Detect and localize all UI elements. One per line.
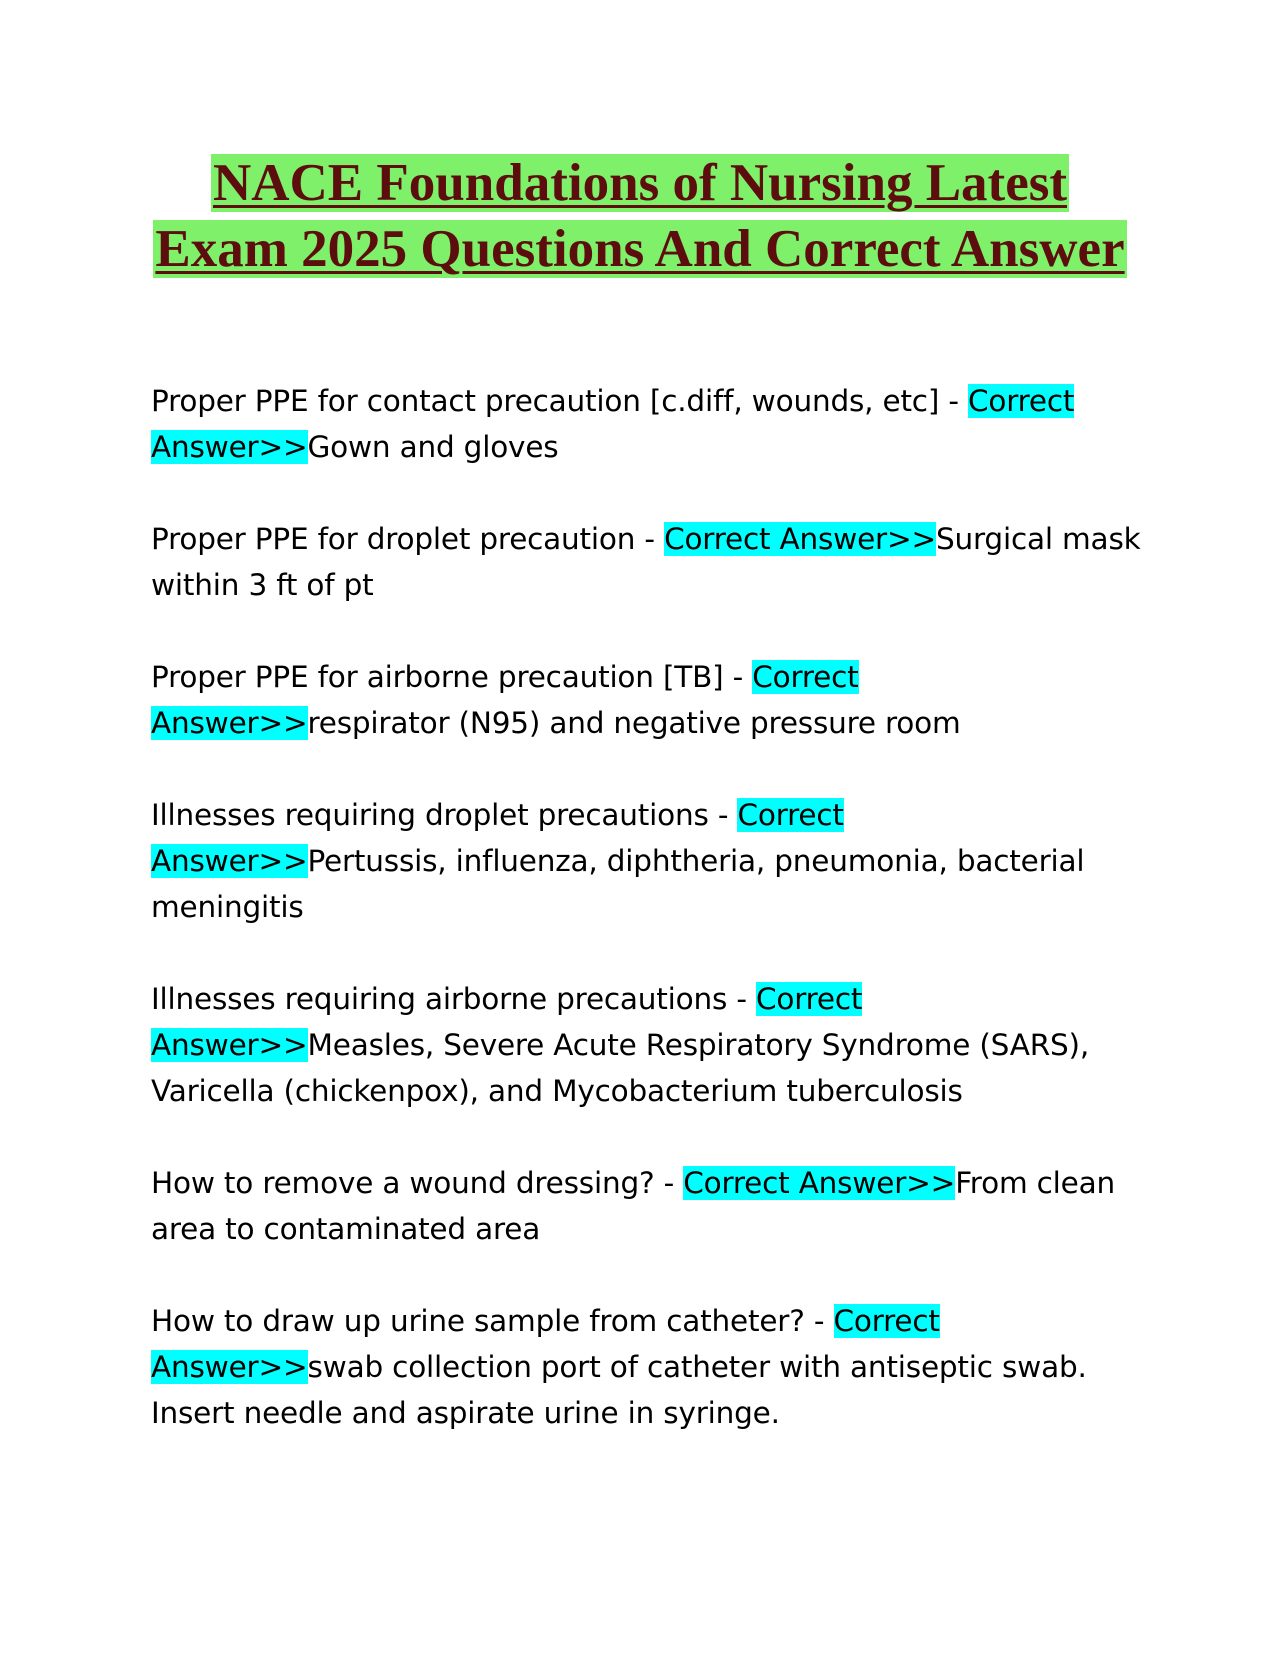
qa-question: Illnesses requiring airborne precautions (151, 982, 728, 1016)
qa-answer: Gown and gloves (307, 430, 559, 464)
qa-separator: - (708, 798, 738, 832)
qa-question: How to remove a wound dressing? (151, 1166, 655, 1200)
qa-item (151, 378, 1141, 470)
qa-question: Illnesses requiring droplet precautions (151, 798, 709, 832)
qa-separator: - (723, 660, 753, 694)
qa-answer: Measles, Severe Acute Respiratory Syndrome (SARS), Varicella (chickenpox), and Mycobacterium tuberculosis (151, 1028, 1090, 1108)
qa-item (151, 1298, 1141, 1436)
correct-answer-label: Correct Answer>> (151, 982, 863, 1062)
correct-answer-label: Correct Answer>> (664, 522, 936, 556)
qa-item (151, 976, 1141, 1114)
correct-answer-label: Correct Answer>> (151, 660, 859, 740)
qa-answer: Surgical mask within 3 ft of pt (151, 522, 1141, 602)
qa-question: Proper PPE for droplet precaution (151, 522, 636, 556)
document-title-text: NACE Foundations of Nursing Latest Exam 2025 Questions And Correct Answer (155, 154, 1125, 278)
qa-item (151, 654, 1141, 746)
qa-list (151, 378, 1141, 1482)
qa-answer: swab collection port of catheter with antiseptic swab. Insert needle and aspirate urine in syringe. (151, 1350, 1087, 1430)
correct-answer-label: Correct Answer>> (683, 1166, 956, 1200)
document-title (150, 150, 1130, 282)
qa-separator: - (939, 384, 968, 418)
qa-question: How to draw up urine sample from catheter? (151, 1304, 805, 1338)
qa-question: Proper PPE for contact precaution [c.diff, wounds, etc] (151, 384, 940, 418)
correct-answer-label: Correct Answer>> (151, 798, 844, 878)
qa-separator: - (727, 982, 756, 1016)
qa-separator: - (654, 1166, 684, 1200)
qa-separator: - (804, 1304, 834, 1338)
correct-answer-label: Correct Answer>> (151, 384, 1075, 464)
qa-item (151, 1160, 1141, 1252)
qa-item (151, 792, 1141, 930)
qa-answer: respirator (N95) and negative pressure room (307, 706, 961, 740)
qa-item (151, 516, 1141, 608)
qa-separator: - (635, 522, 665, 556)
qa-answer: From clean area to contaminated area (151, 1166, 1115, 1246)
correct-answer-label: Correct Answer>> (151, 1304, 940, 1384)
qa-answer: Pertussis, influenza, diphtheria, pneumonia, bacterial meningitis (151, 844, 1085, 924)
qa-question: Proper PPE for airborne precaution [TB] (151, 660, 724, 694)
